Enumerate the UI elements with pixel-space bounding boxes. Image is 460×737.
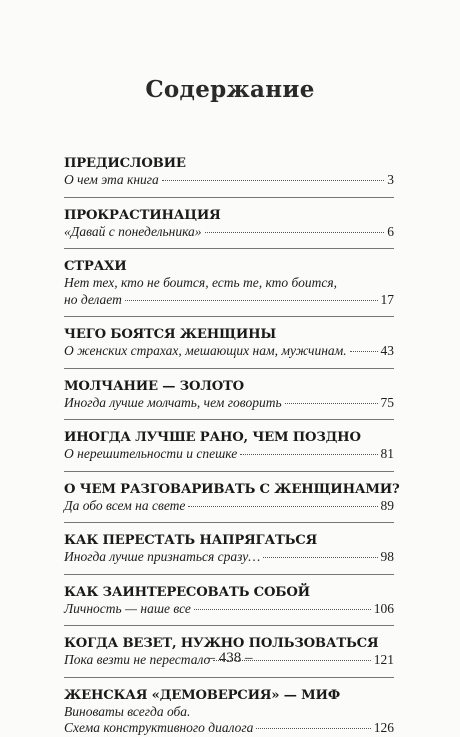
page-number: – 438 – (207, 650, 253, 666)
toc-entry-page: 43 (380, 343, 394, 358)
toc-entry-subtitle: Да обо всем на свете (64, 497, 186, 513)
toc-entry-heading: О ЧЕМ РАЗГОВАРИВАТЬ С ЖЕНЩИНАМИ? (64, 481, 400, 497)
toc-entry-subtitle: О чем эта книга (64, 172, 159, 187)
dot-leader (205, 232, 385, 233)
toc-entry-line (64, 720, 394, 737)
toc-entry-heading: ПРЕДИСЛОВИЕ (64, 156, 186, 171)
toc-entry (64, 207, 394, 241)
toc-entry-line (64, 601, 394, 618)
toc-entry-line (64, 172, 394, 189)
toc-entry-heading: ИНОГДА ЛУЧШЕ РАНО, ЧЕМ ПОЗДНО (64, 430, 361, 445)
dot-leader (194, 609, 371, 610)
divider (64, 368, 394, 369)
divider (64, 625, 394, 626)
divider (64, 677, 394, 678)
toc-entry-page: 75 (380, 394, 394, 410)
toc-entry-page: 126 (373, 720, 394, 735)
toc-entry-subtitle: но делает (64, 291, 122, 307)
dot-leader (162, 180, 384, 181)
toc-entry-heading: КАК ПЕРЕСТАТЬ НАПРЯГАТЬСЯ (64, 533, 317, 548)
toc-entry-line (64, 292, 394, 309)
toc-entry (64, 258, 394, 308)
toc-entry-page: 121 (373, 652, 394, 667)
toc-entry-heading: ПРОКРАСТИНАЦИЯ (64, 207, 221, 223)
divider (64, 522, 394, 523)
toc-entry-heading: ЖЕНСКАЯ «ДЕМОВЕРСИЯ» — МИФ (64, 687, 341, 703)
toc-entry-subtitle: Личность — наше все (64, 600, 191, 616)
toc-entry (64, 532, 394, 566)
toc-entry-page: 106 (373, 600, 394, 616)
toc-entry (64, 429, 394, 463)
dot-leader (285, 403, 378, 404)
toc-entry-page: 3 (387, 172, 394, 187)
dot-leader (188, 506, 377, 507)
toc-entry (64, 584, 394, 618)
dot-leader (350, 351, 378, 352)
divider (64, 316, 394, 317)
toc-entry-page: 81 (380, 446, 394, 461)
toc-entry (64, 481, 400, 515)
toc-entry (64, 155, 394, 189)
dot-leader (256, 728, 370, 729)
toc-entry-line (64, 498, 394, 515)
toc-entry-heading: ЧЕГО БОЯТСЯ ЖЕНЩИНЫ (64, 327, 277, 342)
dot-leader (125, 300, 378, 301)
toc-entry (64, 378, 394, 412)
toc-entry-line (64, 343, 394, 360)
page-title: Содержание (145, 76, 315, 103)
toc-entry-heading: КАК ЗАИНТЕРЕСОВАТЬ СОБОЙ (64, 584, 310, 600)
toc-entry-subtitle: Виноваты всегда оба. (64, 703, 191, 719)
divider (64, 471, 394, 472)
toc-entry-subtitle: Схема конструктивного диалога (64, 720, 254, 735)
divider (64, 248, 394, 249)
toc-entry-line (64, 224, 394, 241)
toc-entry-page: 98 (380, 549, 394, 564)
toc-entry (64, 687, 394, 737)
toc-entry-page: 89 (380, 497, 394, 513)
toc-entry-page: 6 (387, 223, 394, 239)
toc-entry-subtitle: «Давай с понедельника» (64, 223, 202, 239)
dot-leader (240, 454, 377, 455)
toc-entry-subtitle: О женских страхах, мешающих нам, мужчинам. (64, 343, 347, 358)
toc-entry-subtitle: Иногда лучше молчать, чем говорить (64, 394, 282, 410)
divider (64, 419, 394, 420)
toc-entry (64, 326, 394, 360)
divider (64, 574, 394, 575)
toc-entry-heading: СТРАХИ (64, 259, 127, 274)
toc-entry-page: 17 (380, 291, 394, 307)
toc-entry-line (64, 446, 394, 463)
toc-entry-heading: МОЛЧАНИЕ — ЗОЛОТО (64, 378, 244, 394)
toc-entry-subtitle: О нерешительности и спешке (64, 446, 238, 461)
toc-entry-subtitle: Пока везти не перестало (64, 652, 211, 667)
toc-entry-line (64, 395, 394, 412)
toc-entry-line (64, 549, 394, 566)
toc-entry-subtitle: Нет тех, кто не боится, есть те, кто боится, (64, 275, 338, 290)
dot-leader (263, 557, 377, 558)
divider (64, 197, 394, 198)
toc-entry-subtitle: Иногда лучше признаться сразу… (64, 549, 261, 564)
toc-entry-heading: КОГДА ВЕЗЕТ, НУЖНО ПОЛЬЗОВАТЬСЯ (64, 636, 379, 651)
